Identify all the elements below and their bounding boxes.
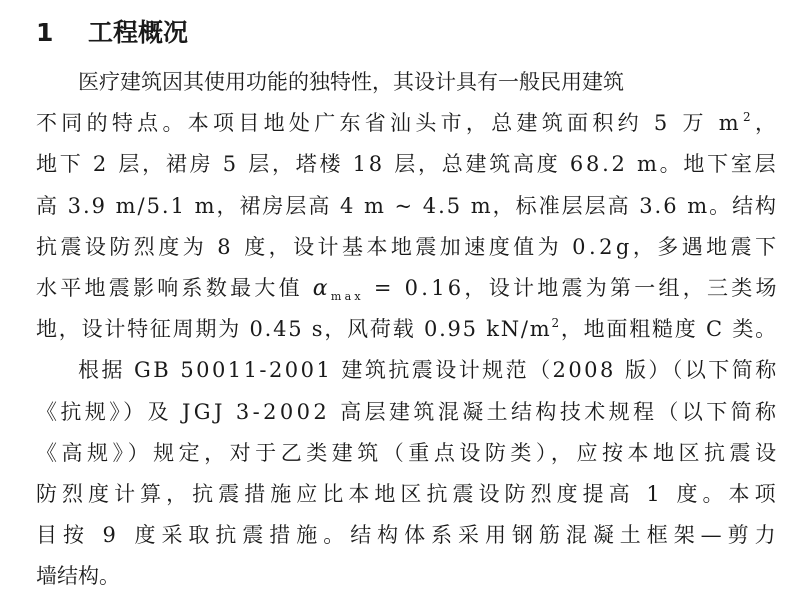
section-title: 工程概况 (88, 18, 189, 47)
paragraph1-line-6 (36, 268, 780, 309)
paragraph1-line-6-text (36, 268, 780, 309)
subscript-max: max (330, 289, 364, 303)
paragraph2-line-1 (36, 350, 779, 391)
paragraph2-line-1-text: 根据 GB 50011-2001 建筑抗震设计规范（2008 版）（以下简称 (78, 358, 779, 383)
paragraph2-line-5-text: 目按 9 度采取抗震措施。结构体系采用钢筋混凝土框架—剪力 (36, 523, 782, 548)
paragraph1-line-7-end: ，地面粗糙度 C 类。 (560, 317, 778, 342)
section-number: 1 (36, 18, 54, 47)
section-body (36, 62, 782, 597)
paragraph1-line-2-text (36, 103, 780, 144)
paragraph1-line-2-end: ， (754, 111, 781, 136)
superscript-2b: 2 (551, 316, 561, 331)
paragraph2-line-3-text: 《高规》）规定，对于乙类建筑（重点设防类），应按本地区抗震设 (36, 440, 781, 465)
paragraph1-line-6-main: 水平地震影响系数最大值 (36, 275, 303, 300)
paragraph1-line-4-text: 高 3.9 m/5.1 m，裙房层高 4 m ~ 4.5 m，标准层层高 3.6 m。结构 (36, 193, 779, 218)
paragraph1-line-5 (36, 227, 780, 268)
paragraph1-line-5-text: 抗震设防烈度为 8 度，设计基本地震加速度值为 0.2g，多遇地震下 (36, 234, 780, 259)
paragraph2-line-4 (36, 474, 781, 515)
paragraph2-line-3 (36, 433, 781, 474)
paragraph1-line-1 (36, 62, 776, 103)
superscript-2: 2 (743, 110, 755, 125)
paragraph1-line-2 (36, 103, 781, 144)
paragraph1-line-3 (36, 144, 779, 185)
paragraph1-line-6-end: = 0.16，设计地震为第一组，三类场 (373, 275, 780, 300)
paragraph2-line-6 (36, 556, 776, 597)
paragraph1-line-7 (36, 309, 776, 350)
paragraph1-line-4 (36, 186, 779, 227)
paragraph2-line-4-text: 防烈度计算，抗震措施应比本地区抗震设防烈度提高 1 度。本项 (36, 481, 781, 506)
alpha-symbol: α (312, 275, 331, 301)
paragraph1-line-7-text (36, 309, 778, 350)
paragraph1-line-2-main: 不同的特点。本项目地处广东省汕头市，总建筑面积约 5 万 m (36, 111, 743, 136)
section-heading (36, 13, 188, 53)
paragraph2-line-2 (36, 392, 780, 433)
paragraph2-line-2-text: 《抗规》）及 JGJ 3-2002 高层建筑混凝土结构技术规程（以下简称 (36, 399, 780, 424)
paragraph1-line-3-text: 地下 2 层，裙房 5 层，塔楼 18 层，总建筑高度 68.2 m。地下室层 (36, 152, 779, 177)
paragraph1-line-1-text: 医疗建筑因其使用功能的独特性，其设计具有一般民用建筑 (78, 70, 624, 94)
paragraph2-line-5 (36, 515, 782, 556)
paragraph1-line-7-main: 地，设计特征周期为 0.45 s，风荷载 0.95 kN/m (36, 317, 552, 342)
paragraph2-line-6-text: 墙结构。 (36, 564, 120, 589)
